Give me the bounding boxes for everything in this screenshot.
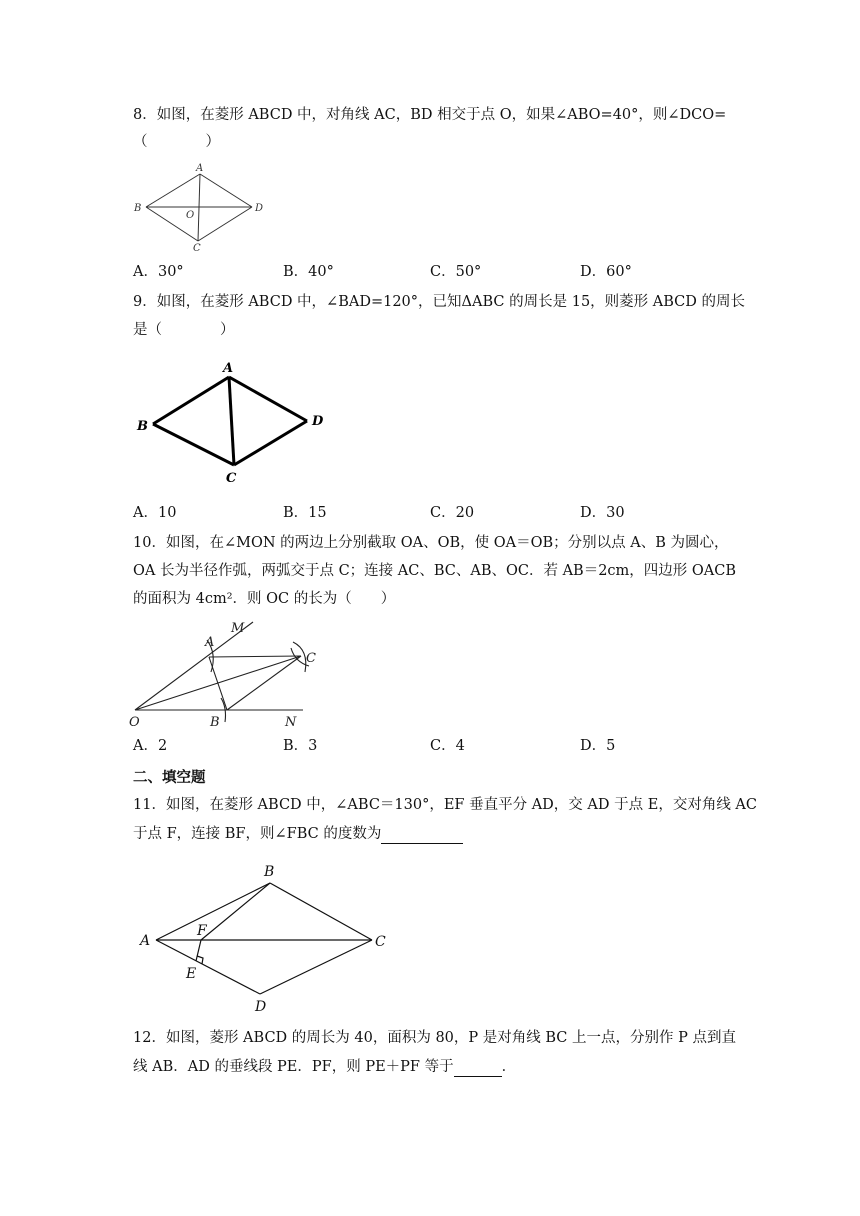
q9-label-d: D [312, 414, 324, 429]
q11-text-line1: 11．如图，在菱形 ABCD 中，∠ABC＝130°，EF 垂直平分 AD，交 AD 于点 E，交对角线 AC [133, 797, 757, 813]
q9-diagonal-ac [229, 377, 234, 465]
q11-side-bc [270, 883, 372, 940]
q9-option-b: B．15 [283, 505, 327, 521]
q9-label-a: A [223, 361, 234, 376]
q8-label-b: B [134, 203, 142, 214]
q11-segment-ef [196, 940, 201, 961]
q8-option-d: D．60° [580, 264, 632, 280]
section-title-fill-in: 二、填空题 [133, 770, 206, 786]
q8-label-c: C [193, 243, 201, 254]
q10-segment-oc [135, 656, 301, 710]
q8-figure [132, 160, 272, 255]
q8-label-a: A [196, 163, 204, 174]
q10-label-o: O [129, 715, 140, 730]
q8-side-ad [200, 174, 252, 207]
q8-side-cd [198, 207, 252, 241]
q8-label-d: D [255, 203, 264, 214]
q11-text-line2 [133, 824, 463, 844]
q9-option-c: C．20 [430, 505, 475, 521]
q8-option-b: B．40° [283, 264, 334, 280]
q10-text-line2: OA 长为半径作弧，两弧交于点 C；连接 AC、BC、AB、OC．若 AB＝2cm，四边形 OACB [133, 563, 737, 579]
q10-text-line1: 10．如图，在∠MON 的两边上分别截取 OA、OB，使 OA＝OB；分别以点 A、B 为圆心， [133, 535, 729, 551]
q11-label-d: D [255, 999, 267, 1015]
q9-side-bc [153, 424, 234, 465]
q10-option-d: D．5 [580, 738, 616, 754]
q8-side-ab [146, 174, 200, 207]
q9-figure [135, 355, 335, 490]
q11-figure [138, 858, 398, 1018]
q12-text-line2-content: 线 AB．AD 的垂线段 PE．PF，则 PE＋PF 等于 [133, 1059, 454, 1075]
q8-label-o: O [186, 210, 195, 221]
q10-label-b: B [210, 715, 220, 730]
q8-option-a: A．30° [133, 264, 184, 280]
q12-text-line2-end: ． [501, 1059, 517, 1075]
q10-text-line3: 的面积为 4cm²．则 OC 的长为（ ） [133, 591, 396, 607]
q11-side-ab [156, 883, 270, 940]
q8-option-c: C．50° [430, 264, 482, 280]
q11-side-cd [260, 940, 372, 994]
q11-answer-blank[interactable] [381, 827, 463, 844]
q11-side-da [156, 940, 260, 994]
q9-text-line2: 是（ ） [133, 322, 235, 338]
q11-label-a: A [140, 933, 151, 949]
q10-option-b: B．3 [283, 738, 318, 754]
q9-side-cd [234, 421, 307, 465]
q10-label-a: A [205, 635, 215, 650]
q11-segment-bf [201, 883, 270, 940]
q9-option-d: D．30 [580, 505, 625, 521]
q10-label-n: N [285, 715, 297, 730]
q10-option-a: A．2 [133, 738, 168, 754]
q9-side-ad [229, 377, 307, 421]
q10-segment-ac [209, 656, 301, 657]
q11-label-b: B [264, 864, 275, 880]
q10-option-c: C．4 [430, 738, 465, 754]
q9-label-c: C [226, 471, 237, 486]
q10-label-m: M [231, 621, 245, 636]
q12-text-line1: 12．如图，菱形 ABCD 的周长为 40，面积为 80，P 是对角线 BC 上一点，分别作 P 点到直 [133, 1030, 736, 1046]
q12-text-line2 [133, 1057, 516, 1077]
q10-label-c: C [306, 651, 316, 666]
q9-label-b: B [137, 419, 148, 434]
q9-option-a: A．10 [133, 505, 177, 521]
q11-label-e: E [186, 966, 197, 982]
q12-answer-blank[interactable] [454, 1060, 502, 1077]
q8-text-line2: （ ） [133, 134, 220, 150]
q10-segment-bc [227, 656, 301, 710]
q10-figure [125, 618, 335, 733]
q9-side-ab [153, 377, 229, 424]
q11-text-line2-content: 于点 F，连接 BF，则∠FBC 的度数为 [133, 826, 382, 842]
q8-text-line1: 8．如图，在菱形 ABCD 中，对角线 AC，BD 相交于点 O，如果∠ABO=40°，则∠DCO= [133, 107, 727, 123]
q9-text-line1: 9．如图，在菱形 ABCD 中，∠BAD=120°，已知ΔABC 的周长是 15，则菱形 ABCD 的周长 [133, 294, 745, 310]
q11-label-c: C [375, 934, 386, 950]
q11-label-f: F [197, 923, 207, 939]
